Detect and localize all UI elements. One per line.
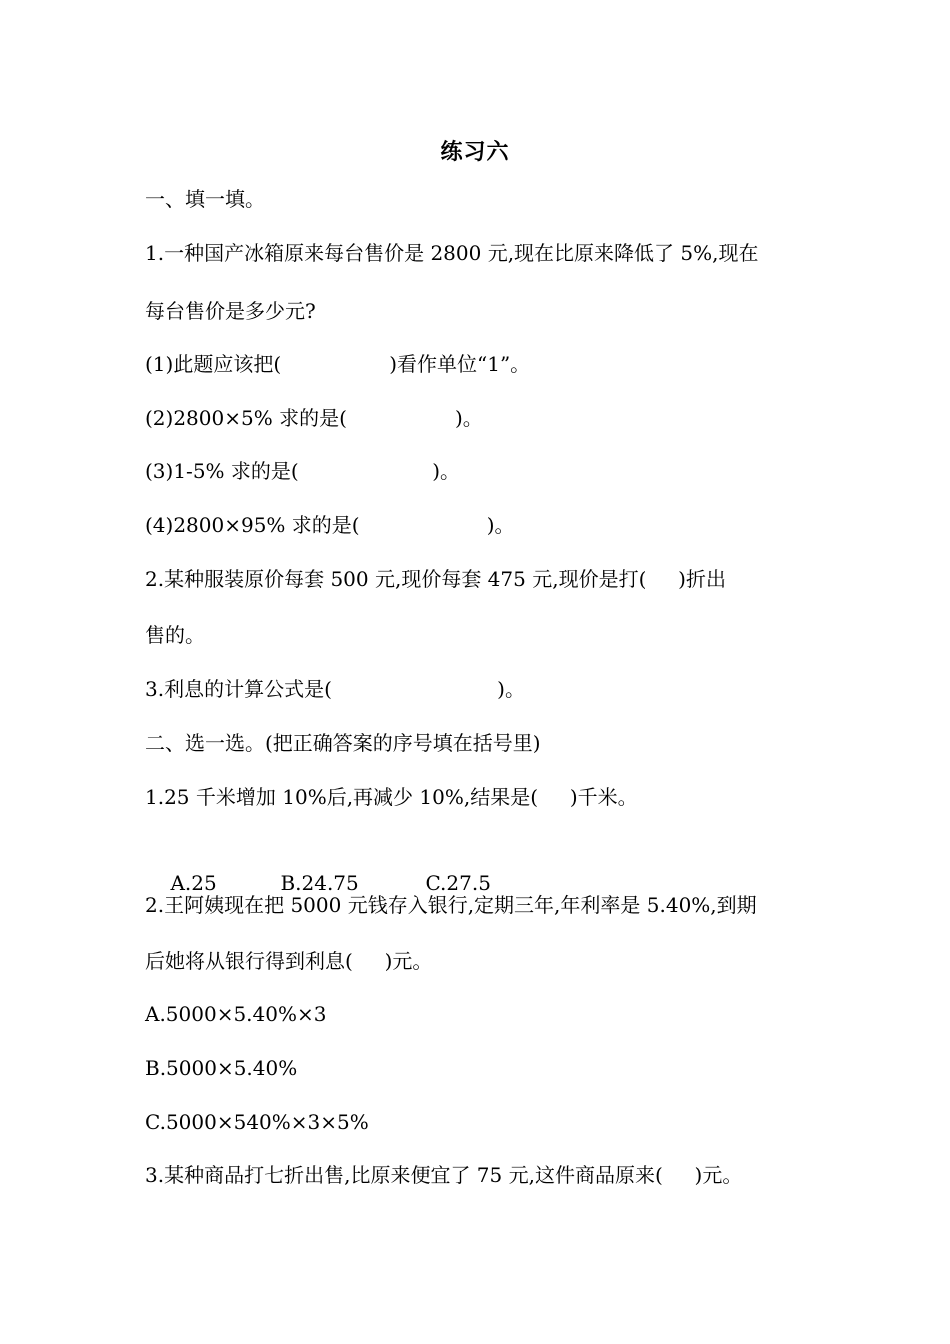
s2-q2-option-c: C.5000×540%×3×5% xyxy=(145,1110,369,1134)
s1-q1-sub1: (1)此题应该把( )看作单位“1”。 xyxy=(145,352,531,376)
s2-q1-option-b: B.24.75 xyxy=(280,871,359,895)
s1-q1-sub3: (3)1-5% 求的是( )。 xyxy=(145,459,461,483)
s1-q1-sub2: (2)2800×5% 求的是( )。 xyxy=(145,406,483,430)
s2-q1-option-a: A.25 xyxy=(170,871,217,895)
s2-q2-line2: 后她将从银行得到利息( )元。 xyxy=(145,949,433,973)
s2-q1: 1.25 千米增加 10%后,再减少 10%,结果是( )千米。 xyxy=(145,785,638,809)
s1-q1-line2: 每台售价是多少元? xyxy=(145,299,316,323)
s1-q1-sub4: (4)2800×95% 求的是( )。 xyxy=(145,513,515,537)
s1-q2-line1: 2.某种服装原价每套 500 元,现价每套 475 元,现价是打( )折出 xyxy=(145,567,726,591)
section1-heading: 一、填一填。 xyxy=(145,187,265,211)
s2-q2-line1: 2.王阿姨现在把 5000 元钱存入银行,定期三年,年利率是 5.40%,到期 xyxy=(145,893,757,917)
s1-q3: 3.利息的计算公式是( )。 xyxy=(145,677,525,701)
s2-q3: 3.某种商品打七折出售,比原来便宜了 75 元,这件商品原来( )元。 xyxy=(145,1163,743,1187)
s2-q2-option-b: B.5000×5.40% xyxy=(145,1056,298,1080)
s1-q2-line2: 售的。 xyxy=(145,623,205,647)
section2-heading: 二、选一选。(把正确答案的序号填在括号里) xyxy=(145,731,541,755)
s2-q1-option-c: C.27.5 xyxy=(425,871,491,895)
page-title: 练习六 xyxy=(440,139,510,165)
s1-q1-line1: 1.一种国产冰箱原来每台售价是 2800 元,现在比原来降低了 5%,现在 xyxy=(145,241,759,265)
s2-q2-option-a: A.5000×5.40%×3 xyxy=(145,1002,327,1026)
